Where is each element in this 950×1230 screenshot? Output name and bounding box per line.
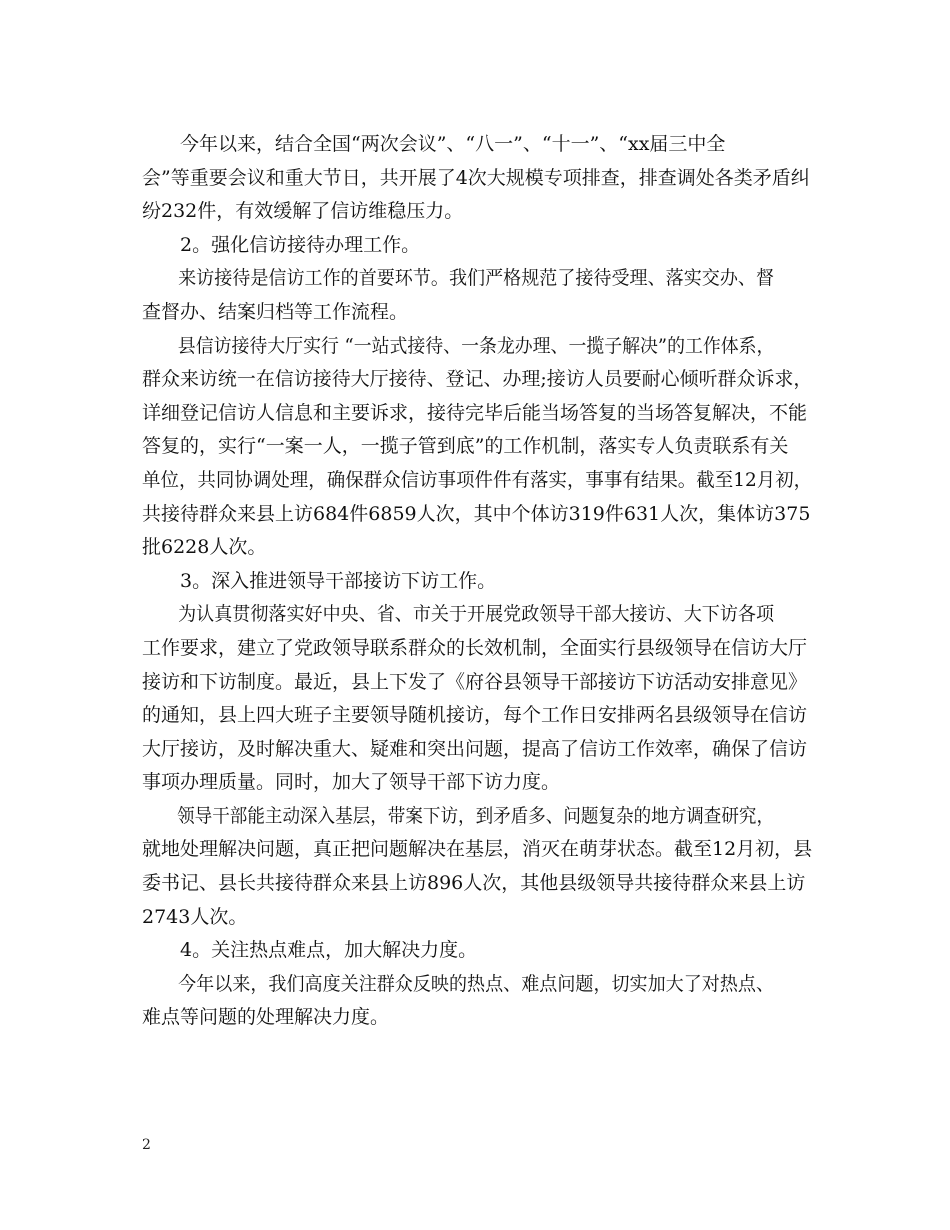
text-line: 单位，共同协调处理，确保群众信访事项件件有落实，事事有结果。截至12月初， (142, 468, 813, 491)
text-line: 领导干部能主动深入基层，带案下访，到矛盾多、问题复杂的地方调查研究， (177, 804, 775, 827)
section-heading-4 (142, 934, 812, 968)
text-line: 会”等重要会议和重大节日，共开展了4次大规模专项排查，排查调处各类矛盾纠 (142, 166, 810, 189)
text-line: 今年以来，我们高度关注群众反映的热点、难点问题，切实加大了对热点、 (178, 972, 775, 995)
text-line: 县信访接待大厅实行 “一站式接待、一条龙办理、一揽子解决”的工作体系， (177, 334, 775, 357)
paragraph-4 (142, 330, 812, 565)
paragraph-3 (142, 262, 812, 329)
text-line: 的通知，县上四大班子主要领导随机接访，每个工作日安排两名县级领导在信访 (142, 704, 808, 727)
text-line: 事项办理质量。同时，加大了领导干部下访力度。 (142, 771, 561, 794)
text-line: 纷232件，有效缓解了信访维稳压力。 (142, 200, 464, 223)
text-line: 查督办、结案归档等工作流程。 (142, 300, 409, 323)
text-line: 2743人次。 (142, 905, 248, 928)
text-line: 详细登记信访人信息和主要诉求，接待完毕后能当场答复的当场答复解决，不能 (142, 401, 808, 424)
text-line: 批6228人次。 (142, 536, 267, 559)
text-line: 为认真贯彻落实好中央、省、市关于开展党政领导干部大接访、大下访各项 (178, 603, 775, 626)
text-line: 群众来访统一在信访接待大厅接待、登记、办理;接访人员要耐心倾听群众诉求， (142, 368, 813, 391)
text-line: 难点等问题的处理解决力度。 (142, 1006, 390, 1029)
text-line: 来访接待是信访工作的首要环节。我们严格规范了接待受理、落实交办、督 (178, 267, 775, 290)
paragraph-1 (142, 128, 812, 229)
paragraph-7 (142, 800, 812, 934)
section-heading-3 (142, 565, 812, 599)
text-line: 大厅接访，及时解决重大、疑难和突出问题，提高了信访工作效率，确保了信访 (142, 737, 808, 760)
paragraph-6 (142, 598, 812, 800)
text-line: 工作要求，建立了党政领导联系群众的长效机制，全面实行县级领导在信访大厅 (142, 636, 808, 659)
document-body (142, 128, 812, 1035)
page-number: 2 (142, 1137, 151, 1153)
text-line: 4。关注热点难点，加大解决力度。 (180, 939, 478, 962)
section-heading-2 (142, 229, 812, 263)
text-line: 2。强化信访接待办理工作。 (180, 233, 421, 256)
text-line: 委书记、县长共接待群众来县上访896人次，其他县级领导共接待群众来县上访 (142, 872, 806, 895)
text-line: 3。深入推进领导干部接访下访工作。 (180, 569, 497, 592)
text-line: 共接待群众来县上访684件6859人次，其中个体访319件631人次，集体访375 (142, 502, 811, 525)
text-line: 答复的，实行“一案一人，一揽子管到底”的工作机制，落实专人负责联系有关 (142, 435, 789, 458)
paragraph-9 (142, 968, 812, 1035)
text-line: 今年以来，结合全国“两次会议”、“八一”、“十一”、“xx届三中全 (180, 133, 726, 155)
text-line: 就地处理解决问题，真正把问题解决在基层，消灭在萌芽状态。截至12月初，县 (142, 838, 813, 861)
text-line: 接访和下访制度。最近，县上下发了《府谷县领导干部接访下访活动安排意见》 (142, 670, 808, 693)
